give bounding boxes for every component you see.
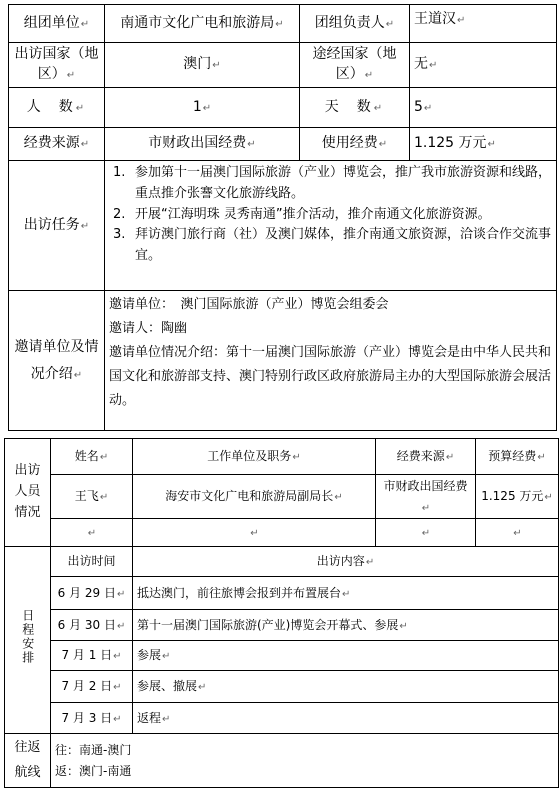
schedule-date: 6 月 29 日↵ bbox=[51, 577, 133, 610]
route-label: 往返航线 bbox=[5, 734, 51, 788]
mission-info-table bbox=[8, 4, 557, 431]
budget-label: 使用经费↵ bbox=[300, 128, 410, 161]
leader-value: 王道汉↵ bbox=[410, 5, 557, 43]
schedule-date: 7 月 2 日↵ bbox=[51, 671, 133, 703]
empty-cell: ↵ bbox=[133, 519, 376, 547]
route-go: 往：南通-澳门 bbox=[55, 743, 132, 758]
col-header-budget: 预算经费↵ bbox=[476, 439, 559, 475]
table-row bbox=[9, 128, 557, 161]
table-row bbox=[5, 577, 559, 610]
empty-cell: ↵ bbox=[476, 519, 559, 547]
list-item: 1. 参加第十一届澳门国际旅游（产业）博览会，推广我市旅游资源和线路，重点推介张謇文化旅游线路。 bbox=[113, 165, 552, 201]
table-row bbox=[5, 547, 559, 577]
schedule-date: 7 月 3 日↵ bbox=[51, 703, 133, 734]
fund-value: 市财政出国经费↵ bbox=[105, 128, 300, 161]
invitation-content bbox=[105, 291, 557, 431]
country-value: 澳门↵ bbox=[105, 43, 300, 88]
people-label: 人 数↵ bbox=[9, 88, 105, 128]
invitation-intro: 邀请单位情况介绍：第十一届澳门国际旅游（产业）博览会是由中华人民共和国文化和旅游部支持、澳门特别行政区政府旅游局主办的大型国际旅游会展活动。 bbox=[109, 345, 552, 409]
transit-value: 无↵ bbox=[410, 43, 557, 88]
schedule-content: 参展、撤展↵ bbox=[133, 671, 559, 703]
country-label: 出访国家（地区）↵ bbox=[9, 43, 105, 88]
transit-label: 途经国家（地区）↵ bbox=[300, 43, 410, 88]
days-label: 天 数↵ bbox=[300, 88, 410, 128]
people-value: 1↵ bbox=[105, 88, 300, 128]
table-row bbox=[5, 519, 559, 547]
organizer-label: 组团单位↵ bbox=[9, 5, 105, 43]
col-header-fund: 经费来源↵ bbox=[376, 439, 476, 475]
route-content bbox=[51, 734, 559, 788]
table-row bbox=[9, 5, 557, 43]
person-fund: 市财政出国经费↵ bbox=[376, 475, 476, 519]
empty-cell: ↵ bbox=[51, 519, 133, 547]
schedule-content: 第十一届澳门国际旅游(产业)博览会开幕式、参展↵ bbox=[133, 610, 559, 641]
table-row bbox=[9, 88, 557, 128]
personnel-label: 出访人员情况 bbox=[5, 439, 51, 547]
tasks-content bbox=[105, 161, 557, 291]
table-row bbox=[9, 161, 557, 291]
col-header-date: 出访时间 bbox=[51, 547, 133, 577]
table-row bbox=[9, 43, 557, 88]
personnel-schedule-table bbox=[4, 438, 559, 788]
schedule-label: 日程安排 bbox=[5, 547, 51, 734]
invitation-label: 邀请单位及情况介绍↵ bbox=[9, 291, 105, 431]
schedule-date: 6 月 30 日↵ bbox=[51, 610, 133, 641]
budget-value: 1.125 万元↵ bbox=[410, 128, 557, 161]
table-row bbox=[5, 734, 559, 788]
person-unit: 海安市文化广电和旅游局副局长↵ bbox=[133, 475, 376, 519]
col-header-name: 姓名↵ bbox=[51, 439, 133, 475]
col-header-unit: 工作单位及职务↵ bbox=[133, 439, 376, 475]
fund-label: 经费来源↵ bbox=[9, 128, 105, 161]
tasks-label: 出访任务↵ bbox=[9, 161, 105, 291]
person-name: 王飞↵ bbox=[51, 475, 133, 519]
table-row bbox=[5, 641, 559, 671]
list-item: 3. 拜访澳门旅行商（社）及澳门媒体，推介南通文旅资源，洽谈合作交流事宜。 bbox=[113, 227, 552, 264]
days-value: 5↵ bbox=[410, 88, 557, 128]
table-row bbox=[5, 671, 559, 703]
table-row bbox=[5, 610, 559, 641]
schedule-content: 参展↵ bbox=[133, 641, 559, 671]
col-header-content: 出访内容↵ bbox=[133, 547, 559, 577]
invitation-person: 邀请人：陶幽 bbox=[109, 321, 188, 337]
table-row bbox=[5, 703, 559, 734]
list-item: 2. 开展“江海明珠 灵秀南通”推介活动，推介南通文化旅游资源。 bbox=[113, 206, 491, 222]
schedule-content: 抵达澳门，前往旅博会报到并布置展台↵ bbox=[133, 577, 559, 610]
empty-cell: ↵ bbox=[376, 519, 476, 547]
tasks-list bbox=[109, 163, 552, 267]
route-back: 返：澳门-南通 bbox=[55, 763, 132, 778]
schedule-content: 返程↵ bbox=[133, 703, 559, 734]
leader-label: 团组负责人↵ bbox=[300, 5, 410, 43]
table-row bbox=[9, 291, 557, 431]
table-row bbox=[5, 439, 559, 475]
invitation-unit: 邀请单位： 澳门国际旅游（产业）博览会组委会 bbox=[109, 297, 389, 312]
person-budget: 1.125 万元↵ bbox=[476, 475, 559, 519]
schedule-date: 7 月 1 日↵ bbox=[51, 641, 133, 671]
organizer-value: 南通市文化广电和旅游局↵ bbox=[105, 5, 300, 43]
table-row bbox=[5, 475, 559, 519]
